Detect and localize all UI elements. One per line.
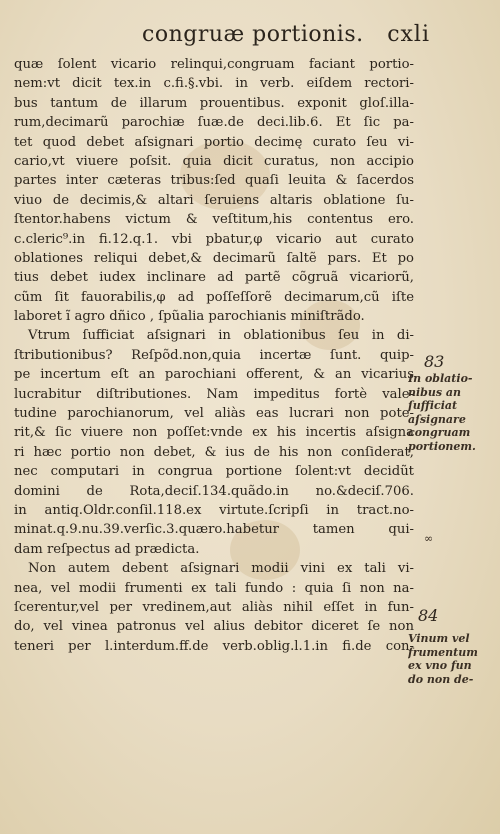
text-line: c.cleric⁹.in fi.12.q.1. vbi pbatur,φ vicario aut curato [14, 231, 414, 247]
text-line: ſtributionibus? Reſpõd.non,quia incertæ ſunt. quip- [14, 347, 414, 363]
folio-number: cxli [387, 22, 430, 47]
gloss-line: Vinum vel [408, 632, 470, 645]
text-body [14, 55, 414, 656]
gloss-line: aſsignare [408, 412, 466, 426]
text-line: nem:vt dicit tex.in c.fi.§.vbi. in verb. eiſdem rectori- [14, 76, 414, 92]
text-line: oblationes reliqui debet,& decimarũ ſaltẽ pars. Et po [14, 250, 414, 266]
text-line: ſtentor.habens victum & veſtitum,his contentus ero. [14, 212, 414, 228]
text-line: bus tantum de illarum prouentibus. exponit gloſ.illa- [14, 95, 414, 111]
text-line: laboret ĩ agro dñico , ſpũalia parochianis miniſtrãdo. [14, 309, 365, 325]
text-line: tius debet iudex inclinare ad partẽ cõgruã vicariorũ, [14, 270, 414, 286]
text-line: partes inter cæteras tribus:ſed quaſi leuita & ſacerdos [14, 173, 414, 189]
paragraph-3 [14, 559, 414, 656]
margin-mark: ∞ [424, 532, 434, 545]
text-line: tet quod debet aſsignari portio decimę curato ſeu vi- [14, 134, 414, 150]
text-line: minat.q.9.nu.39.verſic.3.quæro.habetur tamen qui- [14, 522, 414, 538]
text-line: do, vel vinea patronus vel alius debitor diceret ſe non [14, 619, 414, 635]
paragraph-1 [14, 55, 414, 326]
gloss-line: congruam [408, 426, 471, 439]
text-line: lucrabitur diſtributiones. Nam impeditus fortè vale- [14, 386, 414, 402]
margin-number-84: 84 [418, 606, 439, 625]
text-line: Vtrum ſufficiat aſsignari in oblationibus ſeu in di- [28, 328, 414, 344]
text-line: nea, vel modii frumenti ex tali fundo : quia ſi non na- [14, 580, 414, 596]
page-header [110, 22, 430, 52]
margin-gloss-84 [408, 632, 500, 686]
text-line: ſcerentur,vel per vredinem,aut aliàs nihil eſſet in fun- [14, 599, 414, 615]
gloss-line: ex vno fun [408, 659, 472, 672]
gloss-line: ſufficiat [408, 399, 458, 412]
text-line: cũm ſit fauorabilis,φ ad poſſeſſorẽ decimarum,cũ iſte [14, 289, 414, 305]
margin-number-83: 83 [424, 352, 445, 371]
margin-gloss-83 [408, 372, 500, 453]
gloss-line: do non de- [408, 672, 474, 686]
text-line: tudine parochianorum, vel aliàs eas lucrari non pote- [14, 406, 414, 422]
text-line: rum,decimarũ parochiæ ſuæ.de deci.lib.6. Et ſic pa- [14, 115, 414, 131]
running-title: congruæ portionis. [142, 22, 364, 47]
gloss-line: In oblatio- [408, 372, 473, 385]
text-line: rit,& ſic viuere non poſſet:vnde ex his incertis aſsigna [14, 425, 414, 441]
text-line: cario,vt viuere poſsit. quia dicit curatus, non accipio [14, 153, 414, 169]
text-line: nec computari in congrua portione ſolent:vt decidũt [14, 464, 414, 480]
gloss-line: portionem. [408, 439, 476, 453]
text-line: dam reſpectus ad prædicta. [14, 541, 200, 557]
text-line: ri hæc portio non debet, & ius de his non conſiderat, [14, 444, 414, 460]
text-line: teneri per l.interdum.ff.de verb.oblig.l.1.in fi.de con- [14, 638, 414, 654]
text-line: pe incertum eſt an parochiani offerent, & an vicarius [14, 367, 414, 383]
gloss-line: nibus an [408, 385, 462, 399]
text-line: domini de Rota,deciſ.134.quãdo.in no.&deciſ.706. [14, 483, 414, 499]
text-line: quæ ſolent vicario relinqui,congruam faciant portio- [14, 57, 414, 72]
text-line: viuo de decimis,& altari ſeruiens altaris oblatione ſu- [14, 192, 414, 208]
text-line: Non autem debent aſsignari modii vini ex tali vi- [28, 561, 414, 577]
text-line: in antiq.Oldr.conſil.118.ex virtute.ſcripſi in tract.no- [14, 502, 414, 518]
gloss-line: frumentum [408, 645, 478, 659]
paragraph-2 [14, 326, 414, 559]
